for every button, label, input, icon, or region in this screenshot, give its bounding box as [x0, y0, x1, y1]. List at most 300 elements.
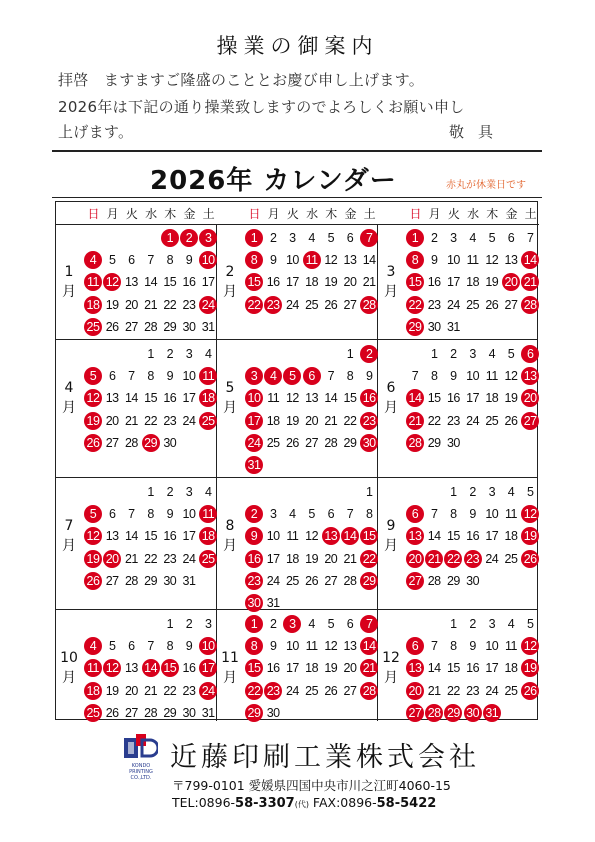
- calendar-date: 6: [327, 507, 335, 522]
- calendar-date: 18: [266, 413, 280, 428]
- calendar-date: 4: [488, 347, 496, 361]
- holiday-date: 18: [199, 527, 217, 545]
- holiday-date: 17: [245, 412, 263, 430]
- holiday-date: 27: [406, 704, 424, 722]
- calendar-date: 8: [430, 369, 438, 384]
- calendar-date: 16: [163, 529, 177, 544]
- month-cell: [56, 610, 217, 721]
- calendar-date: 8: [147, 507, 154, 522]
- month-label: [59, 262, 79, 302]
- holiday-date: 26: [521, 682, 539, 700]
- holiday-date: 11: [84, 273, 102, 291]
- holiday-date: 10: [199, 637, 217, 655]
- tel-prefix: TEL:0896-: [172, 795, 236, 810]
- calendar-date: 17: [446, 275, 460, 290]
- page-title: 操業の御案内: [216, 34, 379, 58]
- calendar-date: 27: [324, 573, 338, 588]
- calendar-date: 13: [343, 253, 357, 268]
- calendar-date: 31: [201, 705, 215, 720]
- calendar-date: 19: [504, 391, 518, 406]
- calendar-date: 24: [446, 297, 460, 312]
- calendar-date: 11: [286, 529, 299, 544]
- holiday-date: 12: [84, 527, 102, 545]
- month-label-part: 月: [223, 538, 237, 554]
- holiday-date: 29: [444, 704, 462, 722]
- calendar-date: 30: [163, 573, 177, 588]
- calendar-date: 23: [182, 683, 196, 698]
- calendar-date: 26: [105, 319, 119, 334]
- calendar-date: 26: [305, 573, 319, 588]
- holiday-date: 21: [406, 412, 424, 430]
- calendar-date: 28: [144, 705, 158, 720]
- holiday-date: 12: [84, 389, 102, 407]
- calendar-date: 23: [466, 683, 480, 698]
- weekday-label: 火: [286, 207, 299, 221]
- holiday-date: 14: [360, 637, 378, 655]
- month-cell: [56, 224, 217, 340]
- tel-suffix: (代): [294, 800, 309, 809]
- calendar-date: 21: [144, 683, 158, 698]
- calendar-date: 4: [289, 507, 296, 522]
- calendar-date: 26: [504, 413, 518, 428]
- calendar-date: 7: [147, 639, 154, 654]
- calendar-date: 17: [466, 391, 480, 406]
- month-label-part: 月: [384, 400, 398, 416]
- month-cell: [378, 224, 537, 340]
- calendar-date: 25: [266, 435, 280, 450]
- calendar-date: 16: [266, 661, 280, 676]
- calendar-date: 3: [185, 485, 193, 499]
- calendar-date: 4: [308, 231, 315, 245]
- calendar-date: 17: [485, 661, 499, 676]
- calendar-date: 7: [411, 369, 419, 384]
- calendar-date: 18: [305, 275, 319, 290]
- holiday-date: 1: [245, 615, 263, 633]
- calendar-date: 31: [182, 573, 196, 588]
- calendar-date: 13: [343, 639, 357, 654]
- month-cell: [217, 340, 378, 478]
- holiday-date: 22: [245, 296, 263, 314]
- holiday-date: 30: [360, 434, 378, 452]
- holiday-date: 26: [521, 550, 539, 568]
- calendar-date: 24: [466, 413, 480, 428]
- calendar-date: 21: [362, 275, 376, 290]
- holiday-date: 29: [142, 434, 160, 452]
- calendar-date: 11: [505, 639, 517, 654]
- calendar-date: 6: [128, 639, 135, 654]
- weekday-label: 金: [344, 207, 357, 221]
- calendar-date: 31: [266, 596, 280, 610]
- holiday-date: 22: [360, 550, 378, 568]
- holiday-date: 1: [406, 229, 424, 247]
- holiday-date: 2: [360, 345, 378, 363]
- holiday-date: 14: [406, 389, 424, 407]
- calendar-date: 20: [124, 297, 138, 312]
- calendar-date: 2: [185, 617, 193, 631]
- calendar-date: 12: [305, 529, 319, 544]
- month-cell: [378, 478, 537, 610]
- calendar-date: 6: [108, 369, 116, 384]
- calendar-date: 9: [185, 253, 193, 268]
- month-label-part: 月: [223, 400, 237, 416]
- calendar-date: 9: [269, 639, 277, 654]
- calendar-date: 22: [446, 683, 460, 698]
- calendar-date: 3: [488, 617, 496, 631]
- holiday-date: 28: [406, 434, 424, 452]
- month-label-part: 11: [221, 650, 239, 666]
- holiday-date: 3: [245, 367, 263, 385]
- calendar-date: 29: [446, 573, 460, 588]
- calendar-date: 1: [346, 347, 354, 361]
- calendar-date: 24: [285, 683, 299, 698]
- calendar-date: 6: [108, 507, 116, 522]
- calendar-date: 23: [182, 297, 196, 312]
- calendar-date: 17: [285, 275, 299, 290]
- holiday-date: 20: [406, 682, 424, 700]
- calendar-date: 26: [485, 297, 499, 312]
- holiday-date: 28: [521, 296, 539, 314]
- month-label: [381, 262, 401, 302]
- holiday-date: 9: [245, 527, 263, 545]
- month-label-part: 7: [64, 518, 74, 534]
- holiday-date: 16: [245, 550, 263, 568]
- calendar-date: 23: [163, 413, 177, 428]
- holiday-date: 19: [84, 550, 102, 568]
- weekday-label: 火: [447, 207, 460, 221]
- calendar-date: 30: [446, 435, 460, 450]
- calendar-date: 10: [182, 507, 196, 522]
- holiday-date: 29: [406, 318, 424, 336]
- calendar-date: 16: [266, 275, 280, 290]
- calendar-date: 8: [166, 253, 174, 268]
- calendar-date: 26: [324, 683, 338, 698]
- calendar-date: 16: [163, 391, 177, 406]
- calendar-date: 13: [105, 529, 119, 544]
- holiday-date: 15: [245, 659, 263, 677]
- calendar-date: 5: [488, 231, 496, 245]
- calendar-date: 26: [324, 297, 338, 312]
- month-label-part: 10: [60, 650, 78, 666]
- calendar-date: 28: [427, 573, 441, 588]
- calendar-date: 9: [365, 369, 373, 384]
- calendar-date: 21: [343, 551, 357, 566]
- holiday-date: 1: [245, 229, 263, 247]
- calendar-date: 22: [427, 413, 441, 428]
- calendar-date: 3: [185, 347, 193, 361]
- holiday-date: 11: [84, 659, 102, 677]
- holiday-date: 14: [521, 251, 539, 269]
- calendar-date: 17: [485, 529, 499, 544]
- month-label-part: 月: [62, 670, 76, 686]
- calendar-date: 18: [466, 275, 480, 290]
- calendar-date: 5: [308, 507, 315, 522]
- calendar-date: 1: [450, 617, 457, 631]
- holiday-date: 21: [425, 550, 443, 568]
- calendar-date: 24: [485, 551, 499, 566]
- weekday-label: 土: [202, 207, 215, 221]
- holiday-date: 21: [521, 273, 539, 291]
- holiday-date: 5: [84, 505, 102, 523]
- holiday-date: 18: [84, 682, 102, 700]
- calendar-date: 29: [427, 435, 441, 450]
- holiday-date: 27: [521, 412, 539, 430]
- calendar-date: 17: [266, 551, 280, 566]
- logo-text-2: PRINTING CO.,LTD.: [129, 769, 153, 781]
- calendar-date: 15: [343, 391, 357, 406]
- calendar-date: 20: [324, 551, 338, 566]
- holiday-date: 28: [360, 296, 378, 314]
- calendar-date: 16: [182, 275, 196, 290]
- calendar-date: 22: [144, 413, 158, 428]
- month-label-part: 月: [384, 670, 398, 686]
- holiday-date: 19: [521, 527, 539, 545]
- calendar-date: 19: [105, 683, 119, 698]
- calendar-date: 7: [327, 369, 335, 384]
- calendar-date: 11: [267, 391, 280, 406]
- holiday-date: 10: [245, 389, 263, 407]
- holiday-date: 23: [264, 296, 282, 314]
- month-cell: [217, 610, 378, 721]
- calendar-date: 25: [504, 551, 518, 566]
- calendar-date: 4: [204, 485, 212, 499]
- holiday-date: 29: [360, 572, 378, 590]
- calendar-date: 25: [485, 413, 499, 428]
- calendar-date: 13: [124, 661, 138, 676]
- calendar-date: 7: [128, 369, 135, 384]
- calendar-date: 24: [266, 573, 280, 588]
- calendar-date: 15: [427, 391, 441, 406]
- calendar-date: 29: [163, 319, 177, 334]
- calendar-date: 4: [204, 347, 212, 361]
- holiday-date: 13: [406, 527, 424, 545]
- holiday-date: 20: [406, 550, 424, 568]
- month-label-part: 月: [384, 284, 398, 300]
- calendar-date: 7: [430, 507, 438, 522]
- calendar-date: 25: [305, 683, 319, 698]
- greeting-line-1: 拝啓 ますますご隆盛のこととお慶び申し上げます。: [58, 71, 425, 89]
- month-cell: [378, 610, 537, 721]
- holiday-date: 11: [303, 251, 321, 269]
- calendar-date: 5: [526, 485, 534, 499]
- calendar-date: 28: [124, 573, 138, 588]
- holiday-date: 14: [142, 659, 160, 677]
- month-label: [381, 516, 401, 556]
- calendar-date: 11: [505, 507, 517, 522]
- holiday-date: 7: [360, 229, 378, 247]
- holiday-date: 27: [406, 572, 424, 590]
- calendar-date: 25: [305, 297, 319, 312]
- holiday-date: 31: [245, 456, 263, 474]
- calendar-date: 16: [466, 661, 480, 676]
- calendar-date: 12: [324, 639, 338, 654]
- calendar-date: 17: [285, 661, 299, 676]
- holiday-note: 赤丸が休業日です: [446, 180, 526, 191]
- calendar-date: 30: [266, 705, 280, 720]
- calendar-date: 15: [144, 391, 158, 406]
- holiday-date: 15: [245, 273, 263, 291]
- calendar-date: 8: [166, 639, 174, 654]
- tel-number: 58-3307: [235, 796, 295, 811]
- divider: [52, 197, 542, 198]
- calendar-date: 25: [285, 573, 299, 588]
- holiday-date: 24: [245, 434, 263, 452]
- month-label-part: 1: [64, 264, 74, 280]
- calendar-date: 1: [430, 347, 438, 361]
- holiday-date: 21: [360, 659, 378, 677]
- holiday-date: 10: [199, 251, 217, 269]
- calendar-date: 20: [343, 275, 357, 290]
- holiday-date: 3: [199, 229, 217, 247]
- month-label-part: 12: [382, 650, 400, 666]
- month-label: [59, 378, 79, 418]
- holiday-date: 20: [502, 273, 520, 291]
- divider: [52, 150, 542, 152]
- calendar-date: 4: [507, 617, 515, 631]
- calendar-date: 16: [182, 661, 196, 676]
- calendar-date: 18: [504, 661, 518, 676]
- calendar-date: 10: [266, 529, 280, 544]
- calendar-date: 27: [105, 435, 119, 450]
- holiday-date: 2: [180, 229, 198, 247]
- holiday-date: 3: [283, 615, 301, 633]
- logo-text: [121, 763, 161, 781]
- calendar-date: 11: [466, 253, 479, 268]
- calendar-date: 30: [466, 573, 480, 588]
- calendar-date: 6: [346, 231, 354, 245]
- calendar-date: 30: [427, 319, 441, 334]
- calendar-date: 19: [324, 275, 338, 290]
- calendar-date: 3: [469, 347, 476, 361]
- holiday-date: 24: [199, 682, 217, 700]
- calendar-date: 30: [182, 319, 196, 334]
- calendar-date: 27: [343, 683, 357, 698]
- calendar-date: 28: [124, 435, 138, 450]
- holiday-date: 22: [245, 682, 263, 700]
- holiday-date: 26: [84, 572, 102, 590]
- holiday-date: 13: [322, 527, 340, 545]
- calendar-date: 27: [124, 319, 138, 334]
- company-logo-icon: [122, 732, 158, 762]
- holiday-date: 12: [521, 505, 539, 523]
- weekday-label: 土: [524, 207, 537, 221]
- calendar-date: 9: [430, 253, 438, 268]
- month-label-part: 月: [223, 670, 237, 686]
- calendar-date: 18: [485, 391, 499, 406]
- holiday-date: 30: [245, 594, 263, 612]
- holiday-date: 23: [264, 682, 282, 700]
- holiday-date: 6: [406, 637, 424, 655]
- holiday-date: 6: [303, 367, 321, 385]
- holiday-date: 23: [245, 572, 263, 590]
- holiday-date: 24: [199, 296, 217, 314]
- holiday-date: 5: [84, 367, 102, 385]
- calendar-date: 13: [105, 391, 119, 406]
- calendar-date: 3: [450, 231, 457, 245]
- calendar-date: 6: [128, 253, 135, 268]
- calendar-date: 12: [504, 369, 518, 384]
- calendar-date: 27: [305, 435, 319, 450]
- calendar-date: 28: [324, 435, 338, 450]
- calendar-date: 2: [269, 617, 277, 631]
- calendar-date: 18: [504, 529, 518, 544]
- holiday-date: 14: [341, 527, 359, 545]
- holiday-date: 4: [264, 367, 282, 385]
- calendar-date: 8: [450, 507, 457, 522]
- month-cell: [378, 340, 537, 478]
- greeting-line-3: 上げます。: [58, 123, 134, 141]
- holiday-date: 29: [245, 704, 263, 722]
- holiday-date: 17: [199, 659, 217, 677]
- weekday-label: 火: [125, 207, 138, 221]
- calendar-date: 19: [324, 661, 338, 676]
- weekday-label: 土: [363, 207, 376, 221]
- calendar-date: 22: [163, 297, 177, 312]
- calendar-date: 2: [166, 485, 174, 499]
- calendar-date: 15: [446, 529, 460, 544]
- month-label: [220, 262, 240, 302]
- calendar-date: 7: [526, 231, 534, 245]
- calendar-date: 23: [427, 297, 441, 312]
- holiday-date: 2: [245, 505, 263, 523]
- holiday-date: 15: [161, 659, 179, 677]
- month-label-part: 月: [62, 284, 76, 300]
- month-label: [381, 378, 401, 418]
- calendar-date: 10: [466, 369, 480, 384]
- calendar-date: 24: [485, 683, 499, 698]
- calendar-date: 2: [430, 231, 438, 245]
- calendar-date: 1: [147, 485, 154, 499]
- calendar-date: 19: [105, 297, 119, 312]
- calendar-date: 27: [124, 705, 138, 720]
- calendar-date: 7: [147, 253, 154, 268]
- calendar-date: 14: [427, 661, 441, 676]
- calendar-date: 10: [285, 253, 299, 268]
- calendar-date: 15: [446, 661, 460, 676]
- calendar-date: 15: [163, 275, 177, 290]
- calendar-date: 28: [144, 319, 158, 334]
- month-label: [220, 378, 240, 418]
- calendar-date: 13: [305, 391, 319, 406]
- calendar-date: 29: [144, 573, 158, 588]
- month-label-part: 3: [386, 264, 396, 280]
- calendar-date: 1: [166, 617, 174, 631]
- calendar-date: 8: [450, 639, 457, 654]
- weekday-label: 水: [467, 207, 480, 221]
- holiday-date: 5: [283, 367, 301, 385]
- holiday-date: 11: [199, 367, 217, 385]
- calendar-date: 16: [446, 391, 460, 406]
- contact-line: [172, 795, 436, 811]
- calendar-date: 12: [485, 253, 499, 268]
- calendar-date: 20: [105, 413, 119, 428]
- month-label-part: 月: [384, 538, 398, 554]
- calendar-date: 9: [269, 253, 277, 268]
- holiday-date: 28: [360, 682, 378, 700]
- calendar-date: 14: [144, 275, 158, 290]
- calendar-date: 9: [469, 507, 476, 522]
- weekday-label: 月: [428, 207, 441, 221]
- calendar-date: 4: [507, 485, 515, 499]
- address: 〒799-0101 愛媛県四国中央市川之江町4060-15: [172, 778, 451, 793]
- calendar-date: 2: [269, 231, 277, 245]
- calendar-date: 25: [466, 297, 480, 312]
- holiday-date: 12: [521, 637, 539, 655]
- calendar-date: 23: [163, 551, 177, 566]
- holiday-date: 25: [199, 550, 217, 568]
- calendar-date: 15: [144, 529, 158, 544]
- month-label-part: 月: [62, 538, 76, 554]
- fax-prefix: FAX:0896-: [308, 795, 377, 810]
